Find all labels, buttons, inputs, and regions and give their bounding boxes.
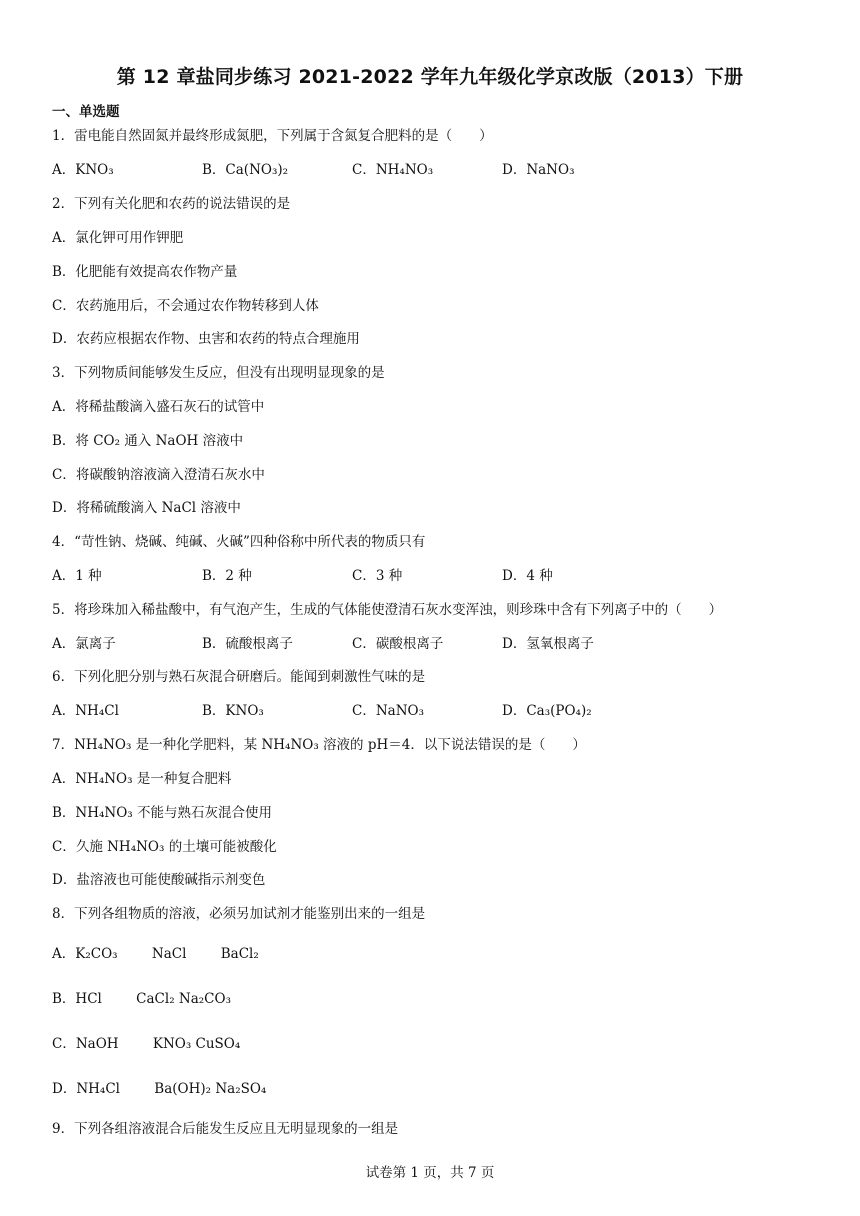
question-3-option-c: C．将碳酸钠溶液滴入澄清石灰水中 xyxy=(52,467,265,483)
question-6-option-a: A．NH₄Cl xyxy=(52,703,119,719)
question-5-option-b: B．硫酸根离子 xyxy=(202,636,293,652)
question-8-stem: 8．下列各组物质的溶液，必须另加试剂才能鉴别出来的一组是 xyxy=(52,906,426,922)
question-4-option-b: B．2 种 xyxy=(202,568,252,584)
question-1-option-d: D．NaNO₃ xyxy=(502,162,575,178)
question-5-option-c: C．碳酸根离子 xyxy=(352,636,444,652)
question-6-option-c: C．NaNO₃ xyxy=(352,703,424,719)
question-1-option-c: C．NH₄NO₃ xyxy=(352,162,434,178)
question-3-stem: 3．下列物质间能够发生反应，但没有出现明显现象的是 xyxy=(52,365,385,381)
question-7-option-a: A．NH₄NO₃ 是一种复合肥料 xyxy=(52,771,232,787)
question-8-option-c: C．NaOH KNO₃ CuSO₄ xyxy=(52,1036,241,1052)
question-7-option-d: D．盐溶液也可能使酸碱指示剂变色 xyxy=(52,872,266,888)
page-title: 第 12 章盐同步练习 2021-2022 学年九年级化学京改版（2013）下册 xyxy=(116,66,744,88)
question-3-option-a: A．将稀盐酸滴入盛石灰石的试管中 xyxy=(52,399,265,415)
question-1-stem: 1．雷电能自然固氮并最终形成氮肥，下列属于含氮复合肥料的是（ ） xyxy=(52,128,493,144)
question-8-option-b: B．HCl CaCl₂ Na₂CO₃ xyxy=(52,991,231,1007)
question-5-stem: 5．将珍珠加入稀盐酸中，有气泡产生，生成的气体能使澄清石灰水变浑浊，则珍珠中含有下列离子中的（ ） xyxy=(52,602,723,618)
question-7-stem: 7．NH₄NO₃ 是一种化学肥料，某 NH₄NO₃ 溶液的 pH＝4．以下说法错误的是（ ） xyxy=(52,737,586,753)
question-4-option-a: A．1 种 xyxy=(52,568,102,584)
question-1-option-b: B．Ca(NO₃)₂ xyxy=(202,162,289,178)
question-2-option-d: D．农药应根据农作物、虫害和农药的特点合理施用 xyxy=(52,331,360,347)
question-2-option-b: B．化肥能有效提高农作物产量 xyxy=(52,264,238,280)
section-heading: 一、单选题 xyxy=(52,104,120,120)
question-4-option-d: D．4 种 xyxy=(502,568,553,584)
question-4-option-c: C．3 种 xyxy=(352,568,403,584)
question-6-option-b: B．KNO₃ xyxy=(202,703,264,719)
question-2-option-c: C．农药施用后，不会通过农作物转移到人体 xyxy=(52,298,319,314)
question-8-option-a: A．K₂CO₃ NaCl BaCl₂ xyxy=(52,946,259,962)
question-6-stem: 6．下列化肥分别与熟石灰混合研磨后。能闻到刺激性气味的是 xyxy=(52,669,426,685)
question-2-stem: 2．下列有关化肥和农药的说法错误的是 xyxy=(52,196,291,212)
question-5-option-a: A．氯离子 xyxy=(52,636,116,652)
question-7-option-b: B．NH₄NO₃ 不能与熟石灰混合使用 xyxy=(52,805,273,821)
question-3-option-b: B．将 CO₂ 通入 NaOH 溶液中 xyxy=(52,433,244,449)
question-1-option-a: A．KNO₃ xyxy=(52,162,114,178)
question-4-stem: 4．“苛性钠、烧碱、纯碱、火碱”四种俗称中所代表的物质只有 xyxy=(52,534,426,550)
page-footer: 试卷第 1 页，共 7 页 xyxy=(365,1165,495,1181)
question-5-option-d: D．氢氧根离子 xyxy=(502,636,594,652)
question-6-option-d: D．Ca₃(PO₄)₂ xyxy=(502,703,592,719)
question-9-stem: 9．下列各组溶液混合后能发生反应且无明显现象的一组是 xyxy=(52,1121,399,1137)
question-3-option-d: D．将稀硫酸滴入 NaCl 溶液中 xyxy=(52,500,241,516)
question-2-option-a: A．氯化钾可用作钾肥 xyxy=(52,230,184,246)
question-8-option-d: D．NH₄Cl Ba(OH)₂ Na₂SO₄ xyxy=(52,1081,267,1097)
question-7-option-c: C．久施 NH₄NO₃ 的土壤可能被酸化 xyxy=(52,839,277,855)
